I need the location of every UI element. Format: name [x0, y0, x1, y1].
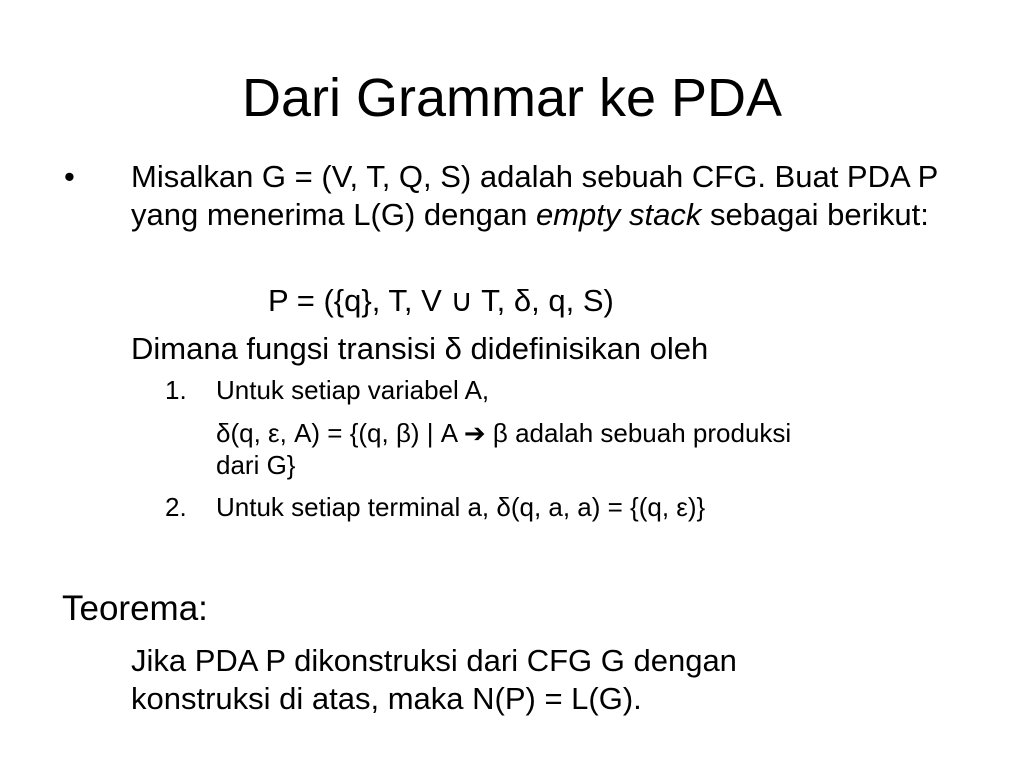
rule-1-number: 1. — [165, 375, 187, 405]
bullet-marker: • — [64, 159, 75, 194]
rule-1-line-3: dari G} — [216, 450, 296, 480]
empty-stack-emphasis: empty stack — [535, 197, 702, 232]
slide-title: Dari Grammar ke PDA — [241, 68, 783, 128]
transition-intro: Dimana fungsi transisi δ didefinisikan oleh — [131, 331, 709, 366]
cfg-intro-paragraph — [131, 158, 951, 234]
rule-2-number: 2. — [165, 492, 187, 522]
theorem-line-1: Jika PDA P dikonstruksi dari CFG G dengan — [131, 643, 737, 678]
pda-definition: P = ({q}, T, V ∪ T, δ, q, S) — [268, 283, 614, 318]
rule-1-line-1: Untuk setiap variabel A, — [216, 375, 490, 405]
theorem-heading: Teorema: — [62, 589, 208, 628]
cfg-intro-text-a: Misalkan G = (V, T, Q, S) adalah sebuah CFG. Buat PDA P yang menerima L(G) dengan — [131, 159, 938, 232]
rule-1-line-2: δ(q, ε, A) = {(q, β) | A ➔ β adalah sebuah produksi — [216, 418, 792, 448]
rule-2-line-1: Untuk setiap terminal a, δ(q, a, a) = {(q, ε)} — [216, 492, 706, 522]
theorem-line-2: konstruksi di atas, maka N(P) = L(G). — [131, 681, 642, 716]
cfg-intro-text-b: sebagai berikut: — [701, 197, 929, 232]
